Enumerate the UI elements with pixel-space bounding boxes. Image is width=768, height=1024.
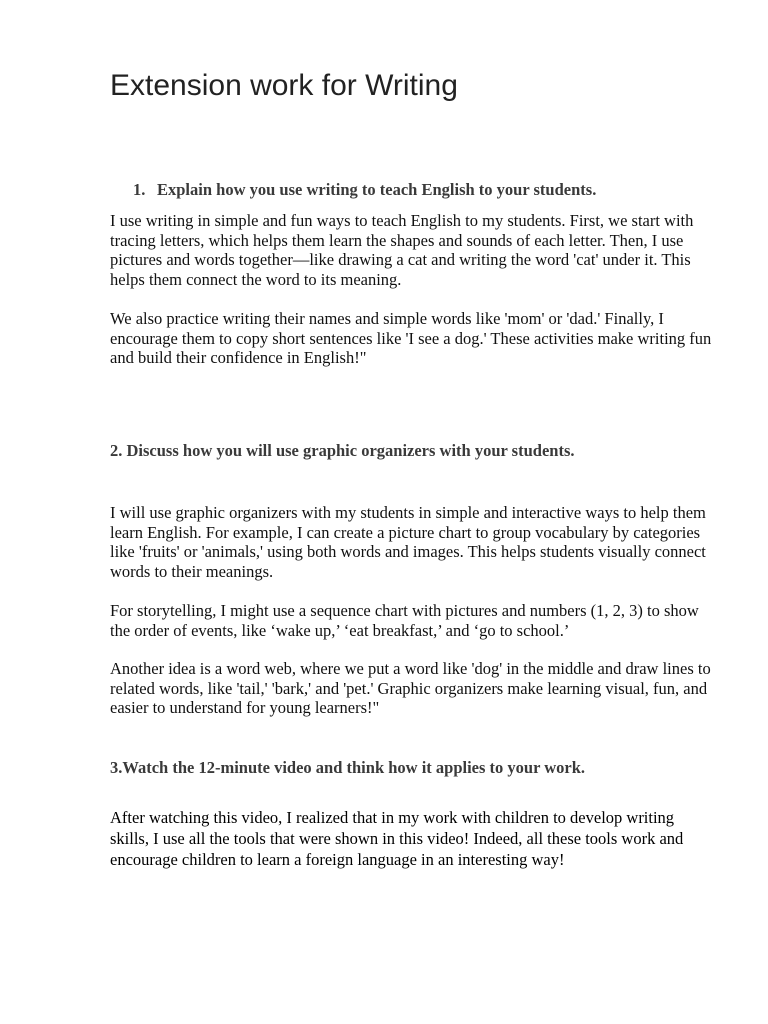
answer-2-paragraph-1: I will use graphic organizers with my students in simple and interactive ways to help them learn English. For example, I can create a picture chart to group vocabulary by categories like 'fruits' or 'animals,' using both words and images. This helps students visually connect words to their meanings. xyxy=(110,503,706,581)
answer-1-paragraph-2: We also practice writing their names and simple words like 'mom' or 'dad.' Finally, I encourage them to copy short sentences like 'I see a dog.' These activities make writing fun and build their confidence in English!" xyxy=(110,309,712,367)
document-title: Extension work for Writing xyxy=(110,69,458,102)
answer-1-paragraph-1: I use writing in simple and fun ways to teach English to my students. First, we start with tracing letters, which helps them learn the shapes and sounds of each letter. Then, I use pictures and words together—like drawing a cat and writing the word 'cat' under it. This helps them connect the word to its meaning. xyxy=(110,211,694,289)
question-1 xyxy=(133,179,596,201)
question-3: 3.Watch the 12-minute video and think how it applies to your work. xyxy=(110,758,586,777)
answer-2-paragraph-3: Another idea is a word web, where we put a word like 'dog' in the middle and draw lines to related words, like 'tail,' 'bark,' and 'pet.' Graphic organizers make learning visual, fun, and easier to understand for young learners!" xyxy=(110,659,711,717)
answer-2-paragraph-2: For storytelling, I might use a sequence chart with pictures and numbers (1, 2, 3) to show the order of events, like ‘wake up,’ ‘eat breakfast,’ and ‘go to school.’ xyxy=(110,601,699,640)
question-1-number: 1. xyxy=(133,180,146,199)
question-1-text: Explain how you use writing to teach English to your students. xyxy=(157,180,597,199)
question-2: 2. Discuss how you will use graphic organizers with your students. xyxy=(110,441,575,460)
answer-3-paragraph: After watching this video, I realized that in my work with children to develop writing skills, I use all the tools that were shown in this video! Indeed, all these tools work and encourage children to learn a foreign language in an interesting way! xyxy=(110,808,684,869)
